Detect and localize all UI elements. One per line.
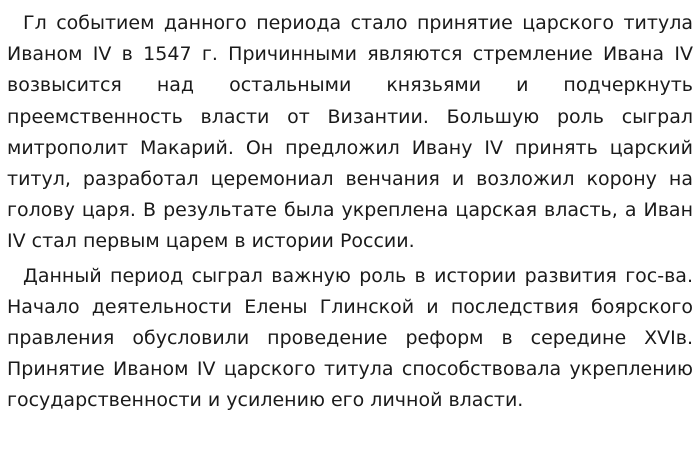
document-body [7, 8, 693, 417]
paragraph-1: Гл событием данного периода стало принятие царского титула Иваном IV в 1547 г. Причинными являются стремление Ивана IV возвысится над остальными князьями и подчеркнуть преемственность власти от Византии. Большую роль сыграл митрополит Макарий. Он предложил Ивану IV принять царский титул, разработал церемониал венчания и возложил корону на голову царя. В результате была укреплена царская власть, а Иван IV стал первым царем в истории России. [7, 12, 693, 253]
paragraph-2: Данный период сыграл важную роль в истории развития гос-ва. Начало деятельности Елены Глинской и последствия боярского правления обусловили проведение реформ в середине XVIв. Принятие Иваном IV царского титула способствовала укреплению государственности и усилению его личной власти. [7, 264, 693, 412]
